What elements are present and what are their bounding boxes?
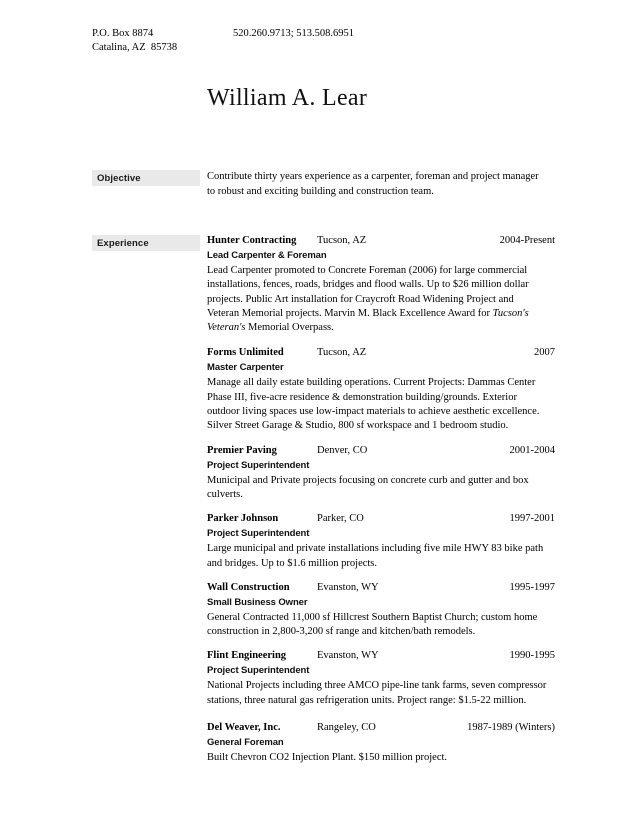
job-description: General Contracted 11,000 sf Hillcrest Southern Baptist Church; custom home construction in 2,800-3,200 sf range and kitchen/bath remodels. [207, 611, 538, 638]
job-description: Municipal and Private projects focusing on concrete curb and gutter and box culverts. [207, 474, 529, 500]
section-label-experience [92, 235, 200, 251]
job-header [207, 513, 555, 527]
job-company: Flint Engineering [207, 650, 287, 662]
job-entry [207, 444, 555, 503]
job-description: National Projects including three AMCO pipe-line tank farms, seven compressor stations, three natural gas refrigeration units. Project range: $1.5-22 million. [207, 680, 547, 706]
job-description: Manage all daily estate building operations. Current Projects: Dammas Center Phase III, five-acre residence & demonstration building/grounds. Exterior outdoor living spaces use low-impact materials to achieve aesthetic excellence. Silver Street Garage & Studio, 800 sf workspace and 1 bedroom studio. [207, 377, 540, 432]
objective-body [207, 170, 547, 199]
job-title: Project Superintendent [207, 528, 310, 540]
phone-numbers: 520.260.9713; 513.508.6951 [233, 28, 355, 39]
city-state-zip-line: Catalina, AZ 85738 [92, 42, 178, 53]
job-location: Parker, CO [317, 513, 364, 525]
job-header [207, 650, 555, 664]
job-dates: 1995-1997 [509, 581, 555, 593]
job-location: Evanston, WY [317, 650, 379, 662]
job-dates: 2004-Present [499, 235, 555, 246]
page-title: William A. Lear [207, 85, 368, 111]
mailing-address [92, 27, 232, 55]
job-location: Rangeley, CO [317, 722, 376, 734]
job-header [207, 347, 555, 361]
job-company: Forms Unlimited [207, 347, 284, 359]
section-label-objective-text: Objective [97, 172, 141, 184]
job-title: Project Superintendent [207, 665, 310, 677]
job-dates: 1997-2001 [509, 513, 555, 525]
job-dates: 1990-1995 [509, 650, 555, 662]
job-description: Built Chevron CO2 Injection Plant. $150 million project. [207, 752, 448, 764]
section-label-experience-text: Experience [97, 237, 149, 249]
job-description-emphasis: Tucson's Veteran's [207, 307, 529, 334]
job-header [207, 722, 555, 736]
section-label-objective [92, 170, 200, 186]
job-location: Evanston, WY [317, 581, 379, 593]
job-company: Del Weaver, Inc. [207, 722, 281, 734]
experience-body [207, 235, 555, 765]
job-entry [207, 235, 555, 335]
job-location: Tucson, AZ [317, 347, 367, 359]
job-title: General Foreman [207, 737, 284, 749]
job-company: Parker Johnson [207, 513, 279, 525]
job-title: Master Carpenter [207, 362, 284, 374]
job-company: Wall Construction [207, 581, 290, 593]
job-entry [207, 513, 555, 571]
job-entry [207, 581, 555, 640]
job-dates: 2007 [534, 347, 555, 359]
job-header [207, 581, 555, 596]
job-dates: 1987-1989 (Winters) [467, 722, 555, 734]
job-header [207, 444, 555, 459]
job-dates: 2001-2004 [509, 444, 555, 456]
job-title: Project Superintendent [207, 459, 310, 471]
po-box-line: P.O. Box 8874 [92, 28, 154, 39]
job-entry [207, 650, 555, 708]
contact-header [92, 27, 552, 55]
job-entry [207, 347, 555, 433]
job-description: Lead Carpenter promoted to Concrete Foreman (2006) for large commercial installations, fences, roads, bridges and flood walls. Up to $26 million dollar projects. Public Art installation for Craycroft Road Widening Project and Veteran Memorial projects. Marvin M. Black Excellence Award for Tucson's Veteran's Memorial Overpass. [207, 265, 529, 334]
contact-row [92, 27, 552, 55]
job-company: Hunter Contracting [207, 235, 297, 246]
job-header [207, 235, 555, 249]
job-title: Small Business Owner [207, 596, 308, 608]
name-heading-wrapper [207, 84, 607, 112]
job-title: Lead Carpenter & Foreman [207, 250, 327, 261]
job-entry [207, 722, 555, 765]
job-description: Large municipal and private installations including five mile HWY 83 bike path and bridges. Up to $1.6 million projects. [207, 543, 544, 569]
objective-text: Contribute thirty years experience as a carpenter, foreman and project manager to robust and exciting building and construction team. [207, 171, 539, 197]
job-location: Denver, CO [317, 444, 368, 456]
job-location: Tucson, AZ [317, 235, 367, 246]
job-company: Premier Paving [207, 444, 277, 456]
